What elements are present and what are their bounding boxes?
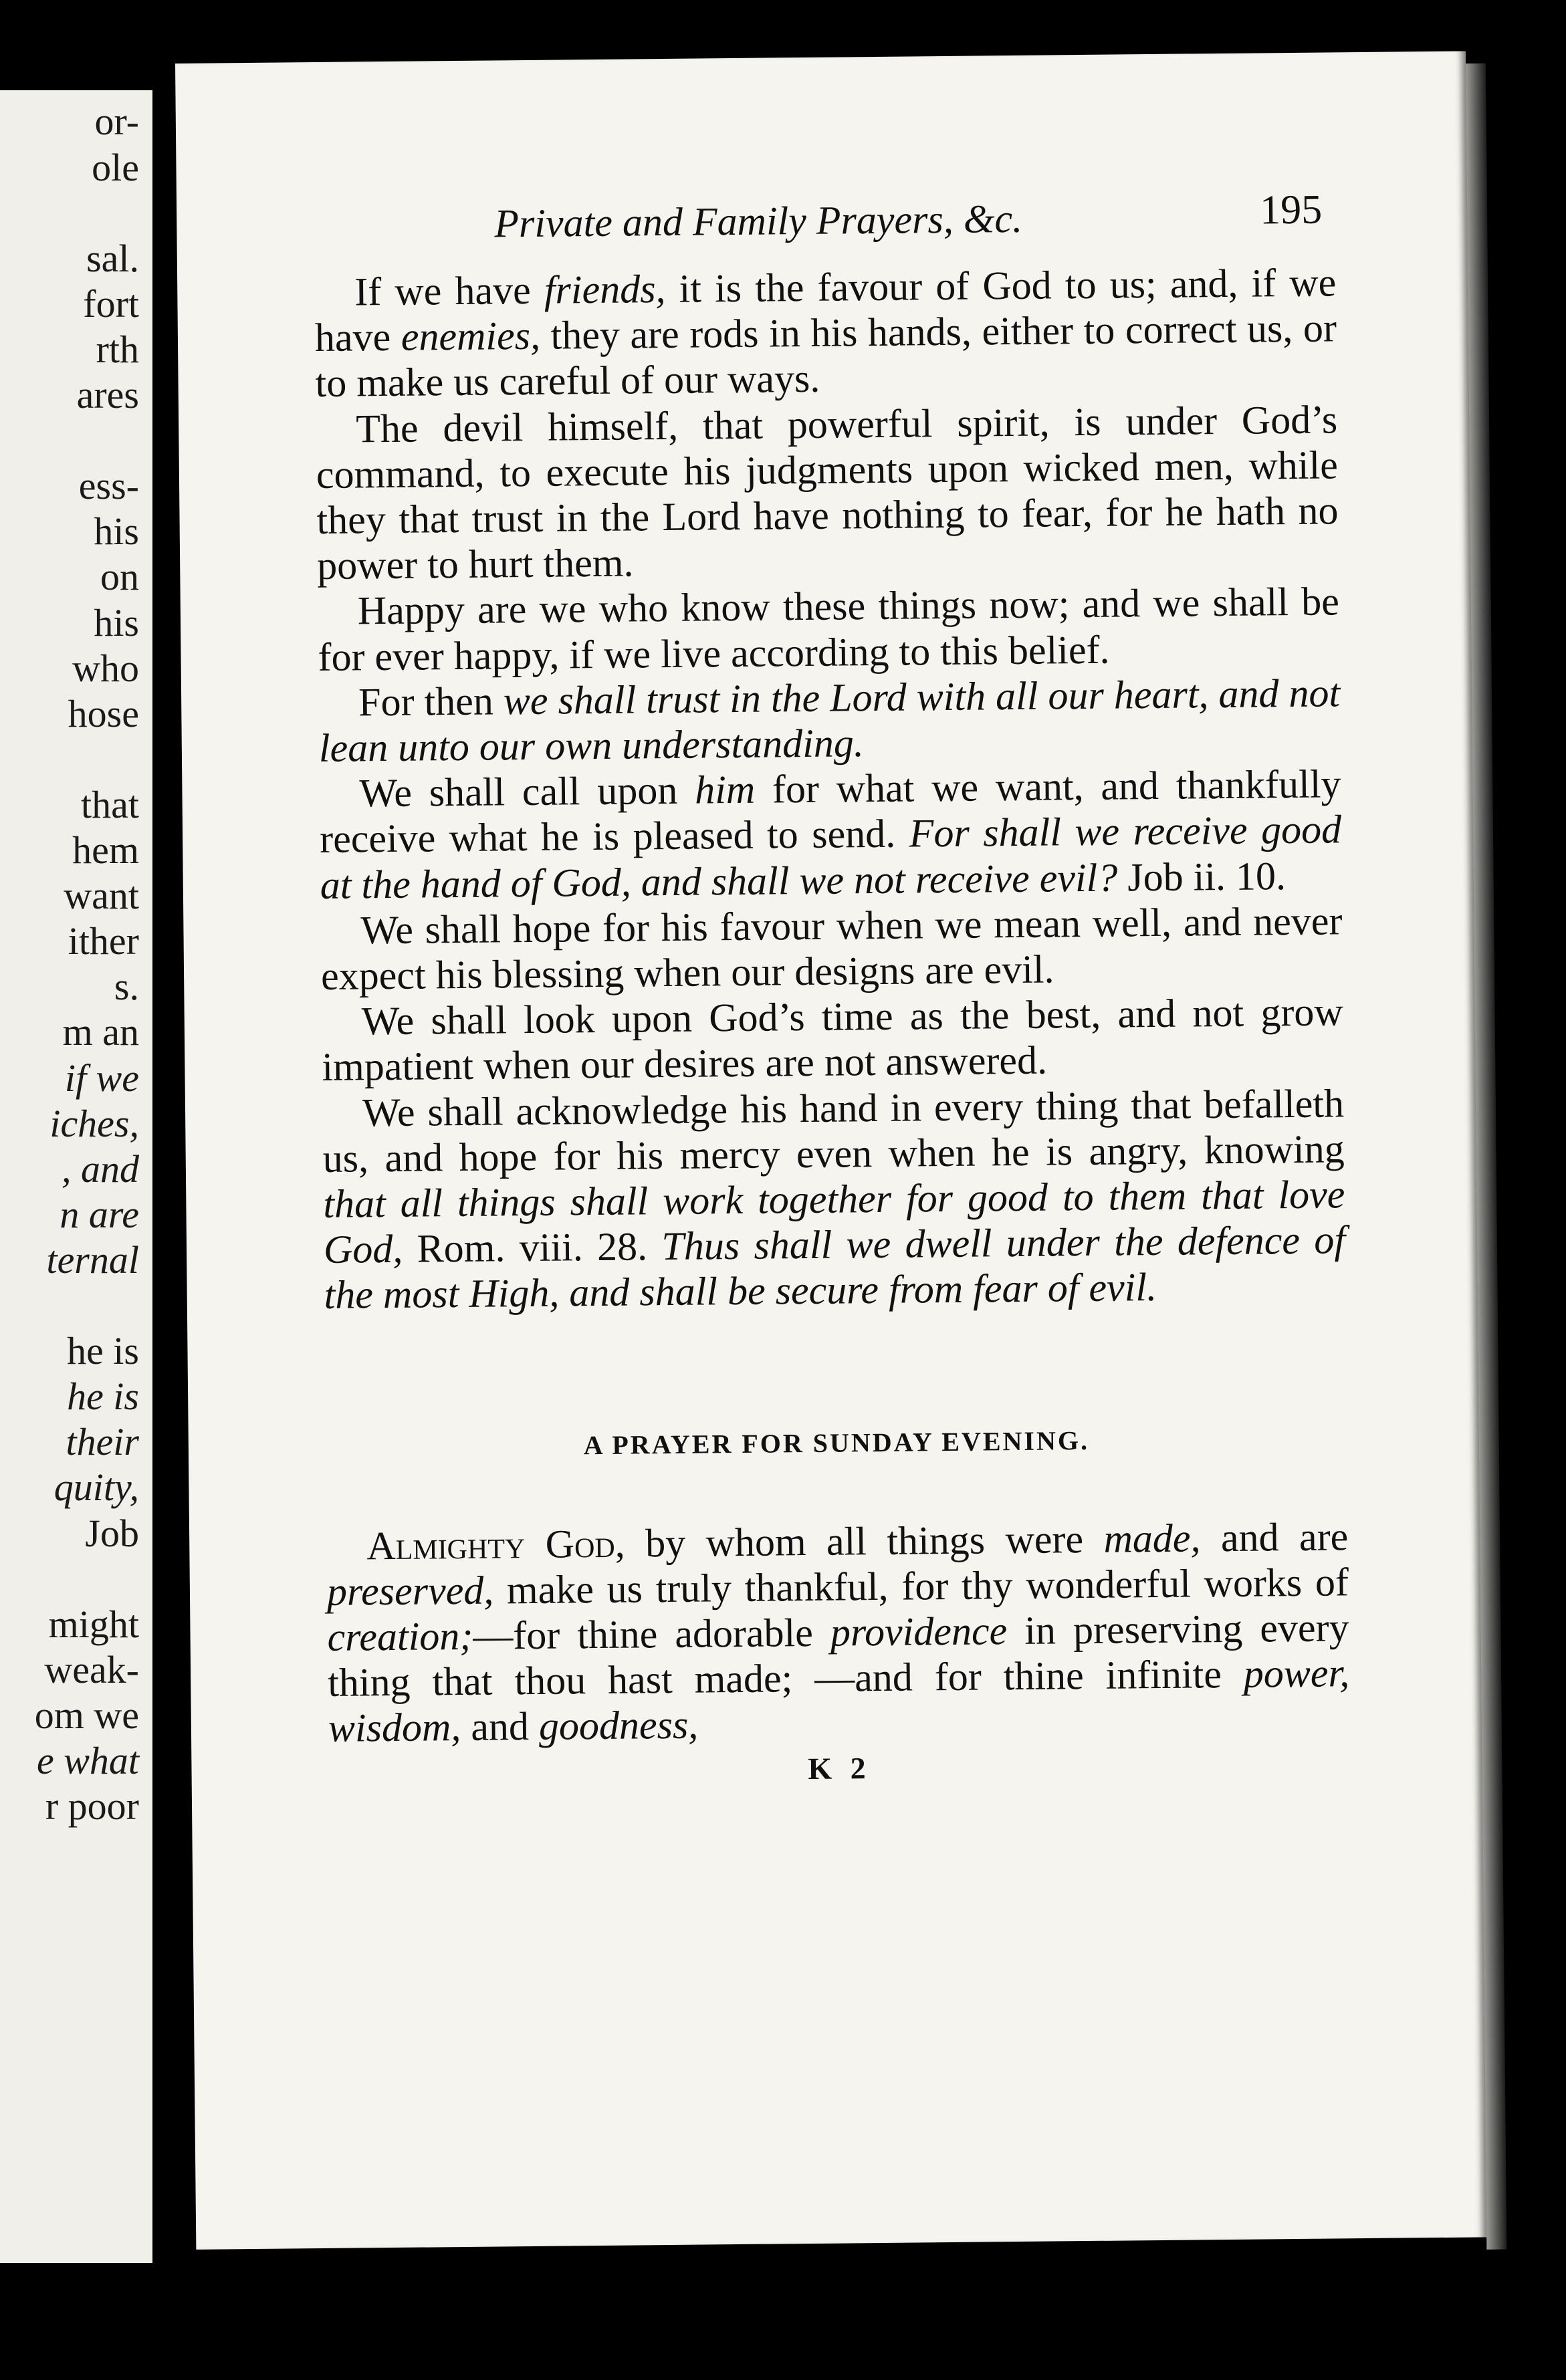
facing-page-line: om we — [34, 1693, 139, 1737]
text-run: it is the favour of God to us; and, if we have — [314, 260, 1337, 360]
facing-page-line: or- — [94, 100, 139, 144]
italic-text: enemies, — [401, 313, 541, 359]
body-paragraph — [318, 670, 1341, 771]
facing-page-line: he is — [67, 1329, 139, 1373]
facing-page-line: iches, — [49, 1101, 139, 1145]
facing-page-line: e what — [36, 1739, 139, 1783]
facing-page-line: their — [66, 1420, 139, 1464]
book-gutter — [152, 80, 182, 2286]
facing-page-line: ess- — [78, 464, 139, 508]
body-paragraph — [321, 989, 1343, 1090]
page-number: 195 — [1259, 187, 1323, 233]
prayer-opening-small-caps: Almighty God, — [366, 1521, 625, 1568]
facing-page-line: Job — [85, 1511, 139, 1555]
body-text — [314, 259, 1346, 1318]
facing-page-line: s. — [114, 965, 139, 1009]
text-run: —for thine adorable — [472, 1610, 831, 1658]
body-paragraph — [314, 259, 1337, 406]
facing-page-line: ole — [92, 145, 139, 189]
text-run: Job ii. 10. — [1117, 853, 1287, 900]
body-paragraph — [320, 898, 1343, 999]
facing-page-line: m an — [62, 1010, 139, 1054]
italic-text: made, — [1103, 1516, 1201, 1561]
facing-page-line: hose — [68, 691, 139, 735]
facing-page-line: who — [72, 646, 139, 690]
facing-page-line: want — [64, 874, 139, 918]
facing-page-line: his — [94, 600, 139, 644]
prayer-paragraph — [326, 1514, 1350, 1752]
facing-page-line: rth — [96, 327, 139, 371]
body-paragraph — [322, 1080, 1346, 1318]
italic-text: power, wisdom, — [328, 1651, 1350, 1751]
text-run: in preserving every thing that thou hast made; —and for thine infinite — [327, 1605, 1349, 1705]
text-run: and — [460, 1704, 540, 1750]
italic-text: preserved, — [326, 1568, 494, 1614]
body-paragraph — [316, 396, 1339, 588]
text-run: Rom. viii. 28. — [403, 1224, 662, 1272]
text-run: The devil himself, that powerful spirit, is under God’s command, to execute his judgments upon wicked men, while they that trust in the Lord have nothing to fear, for he hath no power to hurt them. — [316, 396, 1339, 588]
running-head — [314, 186, 1336, 269]
body-paragraph — [319, 761, 1342, 908]
facing-page-line: ternal — [46, 1237, 139, 1282]
facing-page-line: on — [100, 555, 139, 599]
facing-page-line: ither — [68, 919, 139, 963]
body-paragraph — [318, 579, 1340, 680]
facing-page-line: , and — [62, 1147, 139, 1191]
italic-text: we shall trust in the Lord with all our heart, and not lean unto our own understanding. — [318, 671, 1341, 771]
italic-text: that all things shall work together for good to them that love God, — [323, 1172, 1345, 1272]
page-text-block — [314, 186, 1351, 1790]
italic-text: Thus shall we dwell under the defence of the most High, and shall be secure from fear of evil. — [324, 1217, 1346, 1318]
facing-page-line: weak- — [44, 1647, 139, 1691]
italic-text: providence — [830, 1609, 1008, 1655]
text-run: Happy are we who know these things now; and we shall be for ever happy, if we live according to this belief. — [318, 579, 1340, 679]
facing-page-line: sal. — [86, 236, 139, 280]
italic-text: For shall we receive good at the hand of God, and shall we not receive evil? — [320, 807, 1342, 907]
facing-page-line: ares — [76, 373, 139, 417]
text-run: make us truly thankful, for thy wonderful works of — [493, 1560, 1349, 1613]
signature-mark: K 2 — [808, 1750, 871, 1786]
italic-text: him — [694, 767, 756, 812]
facing-page-line: might — [48, 1602, 139, 1646]
facing-page-line: that — [81, 782, 139, 826]
facing-page-fragment — [0, 90, 152, 2263]
text-run: We shall hope for his favour when we mean well, and never expect his blessing when our designs are evil. — [320, 899, 1343, 999]
text-run: We shall acknowledge his hand in every thing that befalleth us, and hope for his mercy even when he is angry, knowing — [322, 1080, 1345, 1181]
text-run: For then — [358, 679, 504, 725]
italic-text: goodness, — [538, 1703, 699, 1749]
italic-text: creation; — [327, 1613, 473, 1660]
facing-page-line: his — [94, 509, 139, 554]
facing-page-line: he is — [67, 1375, 139, 1419]
text-run: We shall look upon God’s time as the best, and not grow impatient when our desires are not answered. — [322, 989, 1344, 1090]
book-page — [175, 51, 1486, 2249]
running-head-title: Private and Family Prayers, &c. — [494, 196, 1023, 246]
facing-page-line: hem — [72, 828, 139, 872]
text-run: We shall call upon — [359, 767, 695, 816]
facing-page-line: n are — [60, 1192, 139, 1236]
section-heading: A PRAYER FOR SUNDAY EVENING. — [583, 1425, 1090, 1460]
facing-page-line: if we — [64, 1056, 139, 1100]
text-run: If we have — [354, 267, 545, 314]
facing-page-line: r poor — [45, 1784, 139, 1828]
text-run: for what we want, and thankfully receive what he is pleased to send. — [319, 761, 1341, 862]
text-run: and are — [1200, 1514, 1349, 1560]
text-run: by whom all things were — [625, 1516, 1104, 1566]
italic-text: friends, — [544, 266, 666, 312]
facing-page-line: quity, — [53, 1465, 139, 1510]
text-run: they are rods in his hands, either to correct us, or to make us careful of our ways. — [315, 306, 1337, 406]
facing-page-line: fort — [83, 281, 139, 326]
